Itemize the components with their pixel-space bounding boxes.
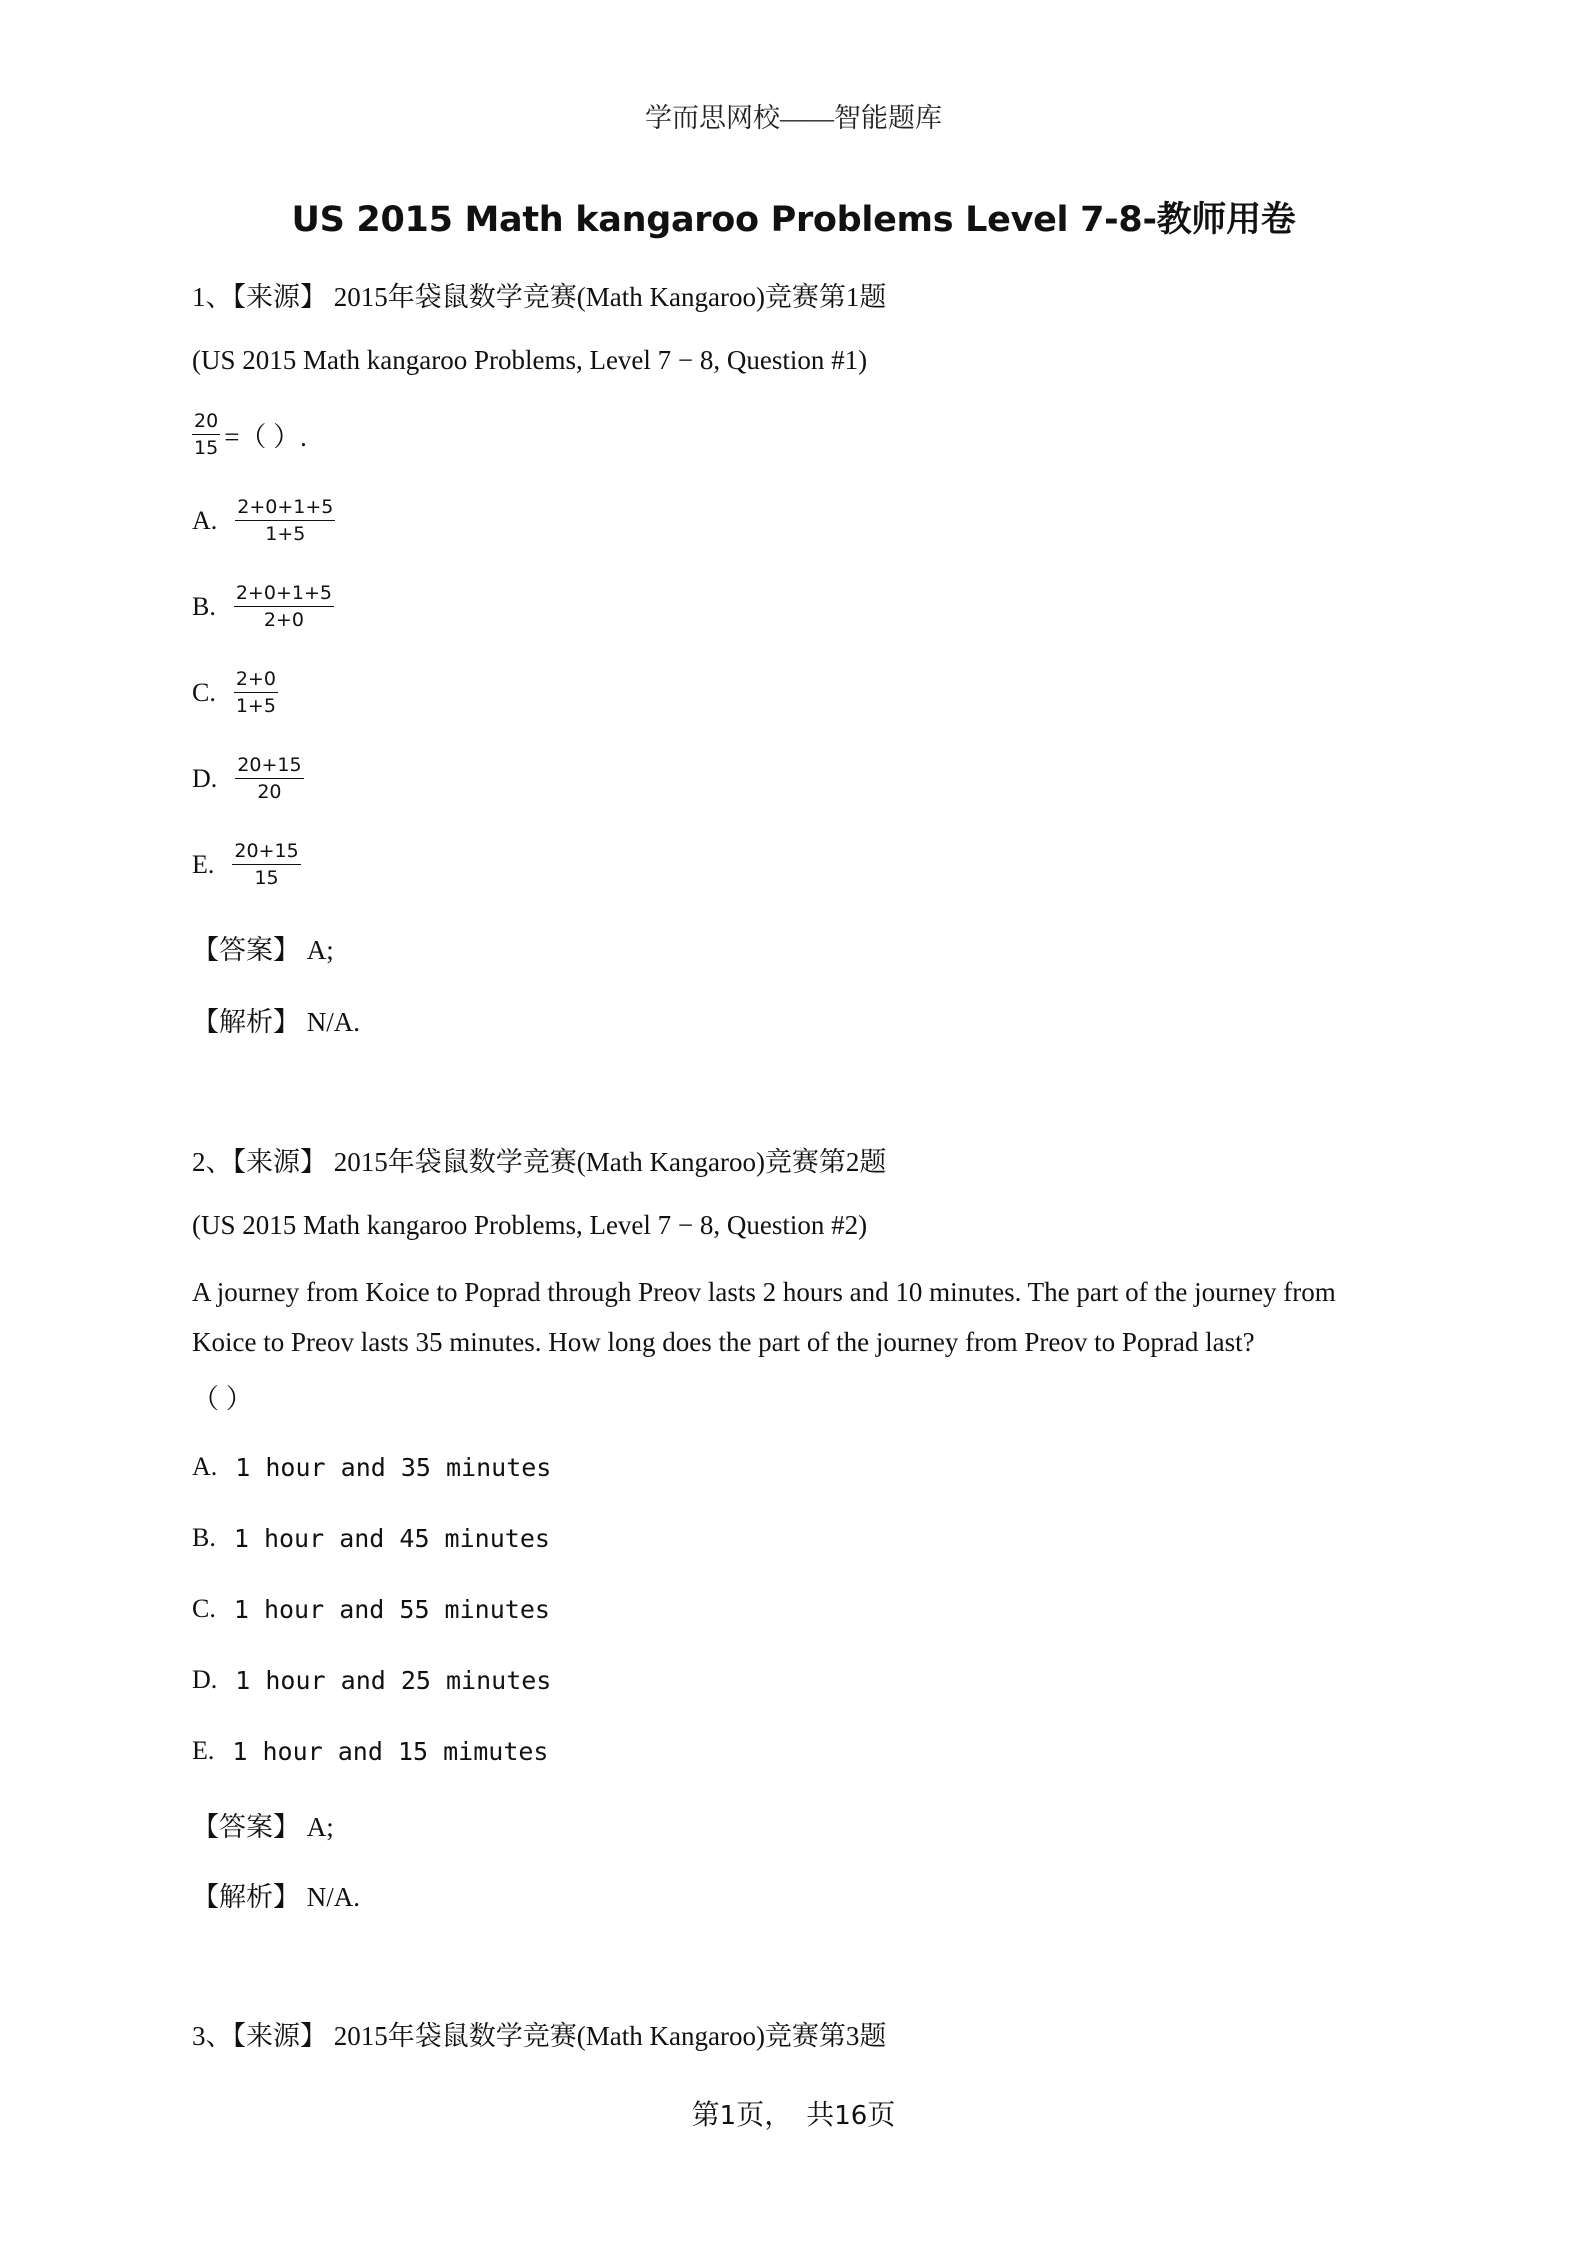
- option-label: C.: [192, 677, 216, 707]
- footer-total-pages: 16: [834, 2101, 868, 2131]
- option-label: B.: [192, 1523, 216, 1552]
- q2-stem-line-2: Koice to Preov lasts 35 minutes. How long does the part of the journey from Preov to Poprad last?: [192, 1327, 1255, 1357]
- q1-stem: [192, 408, 307, 461]
- q2-option-a: [192, 1452, 551, 1482]
- q2-stem-line-3: （ ）: [192, 1384, 253, 1414]
- q1-analysis: 【解析】 N/A.: [192, 1007, 360, 1037]
- option-fraction: [235, 494, 335, 547]
- option-denominator: 20: [257, 781, 282, 803]
- option-fraction: [234, 666, 278, 719]
- option-label: C.: [192, 1594, 216, 1623]
- option-label: A.: [192, 1452, 218, 1481]
- q1-option-c: [192, 666, 278, 719]
- page-title: US 2015 Math kangaroo Problems Level 7-8-教师用卷: [291, 200, 1296, 240]
- footer-suffix: 页: [867, 2100, 896, 2131]
- option-label: B.: [192, 591, 216, 621]
- option-denominator: 15: [254, 867, 279, 889]
- option-label: A.: [192, 505, 218, 535]
- option-denominator: 1+5: [265, 523, 306, 545]
- q1-option-b: [192, 580, 334, 633]
- option-label: D.: [192, 1665, 218, 1694]
- option-numerator: 20+15: [235, 752, 303, 779]
- option-fraction: [235, 752, 303, 805]
- option-denominator: 2+0: [263, 609, 304, 631]
- q1-source: 1、【来源】 2015年袋鼠数学竞赛(Math Kangaroo)竞赛第1题: [192, 282, 887, 312]
- q2-option-b: [192, 1523, 550, 1553]
- option-text: 1 hour and 35 minutes: [235, 1452, 552, 1482]
- footer-page-number: 1: [719, 2101, 737, 2131]
- q1-stem-numerator: 20: [192, 408, 220, 435]
- option-text: 1 hour and 15 mimutes: [232, 1736, 549, 1766]
- q2-analysis: 【解析】 N/A.: [192, 1882, 360, 1912]
- page-header: 学而思网校——智能题库: [645, 103, 942, 133]
- option-label: E.: [192, 849, 215, 879]
- q1-stem-fraction: [192, 408, 220, 461]
- option-text: 1 hour and 25 minutes: [235, 1665, 552, 1695]
- q1-option-a: [192, 494, 335, 547]
- q2-answer: 【答案】 A;: [192, 1812, 334, 1842]
- option-label: E.: [192, 1736, 215, 1765]
- q1-stem-denominator: 15: [194, 437, 219, 459]
- q2-option-d: [192, 1665, 551, 1695]
- q2-source: 2、【来源】 2015年袋鼠数学竞赛(Math Kangaroo)竞赛第2题: [192, 1147, 887, 1177]
- q1-stem-tail: =（ ）.: [224, 422, 307, 452]
- option-fraction: [232, 838, 300, 891]
- q2-option-c: [192, 1594, 550, 1624]
- q2-reference: (US 2015 Math kangaroo Problems, Level 7 − 8, Question #2): [192, 1210, 868, 1240]
- q1-reference: (US 2015 Math kangaroo Problems, Level 7 − 8, Question #1): [192, 345, 868, 375]
- footer-mid: 页， 共: [736, 2100, 835, 2131]
- q2-option-e: [192, 1736, 548, 1766]
- footer-prefix: 第: [691, 2100, 720, 2131]
- option-label: D.: [192, 763, 218, 793]
- option-numerator: 20+15: [232, 838, 300, 865]
- option-fraction: [234, 580, 334, 633]
- page-footer: [0, 2093, 1587, 2133]
- option-numerator: 2+0+1+5: [234, 580, 334, 607]
- q1-answer: 【答案】 A;: [192, 935, 334, 965]
- q1-option-e: [192, 838, 301, 891]
- option-denominator: 1+5: [235, 695, 276, 717]
- option-numerator: 2+0+1+5: [235, 494, 335, 521]
- q2-stem-line-1: A journey from Koice to Poprad through Preov lasts 2 hours and 10 minutes. The part of the journey from: [192, 1277, 1336, 1307]
- option-numerator: 2+0: [234, 666, 278, 693]
- option-text: 1 hour and 45 minutes: [233, 1523, 550, 1553]
- q3-source: 3、【来源】 2015年袋鼠数学竞赛(Math Kangaroo)竞赛第3题: [192, 2021, 887, 2051]
- option-text: 1 hour and 55 minutes: [233, 1594, 550, 1624]
- q1-option-d: [192, 752, 304, 805]
